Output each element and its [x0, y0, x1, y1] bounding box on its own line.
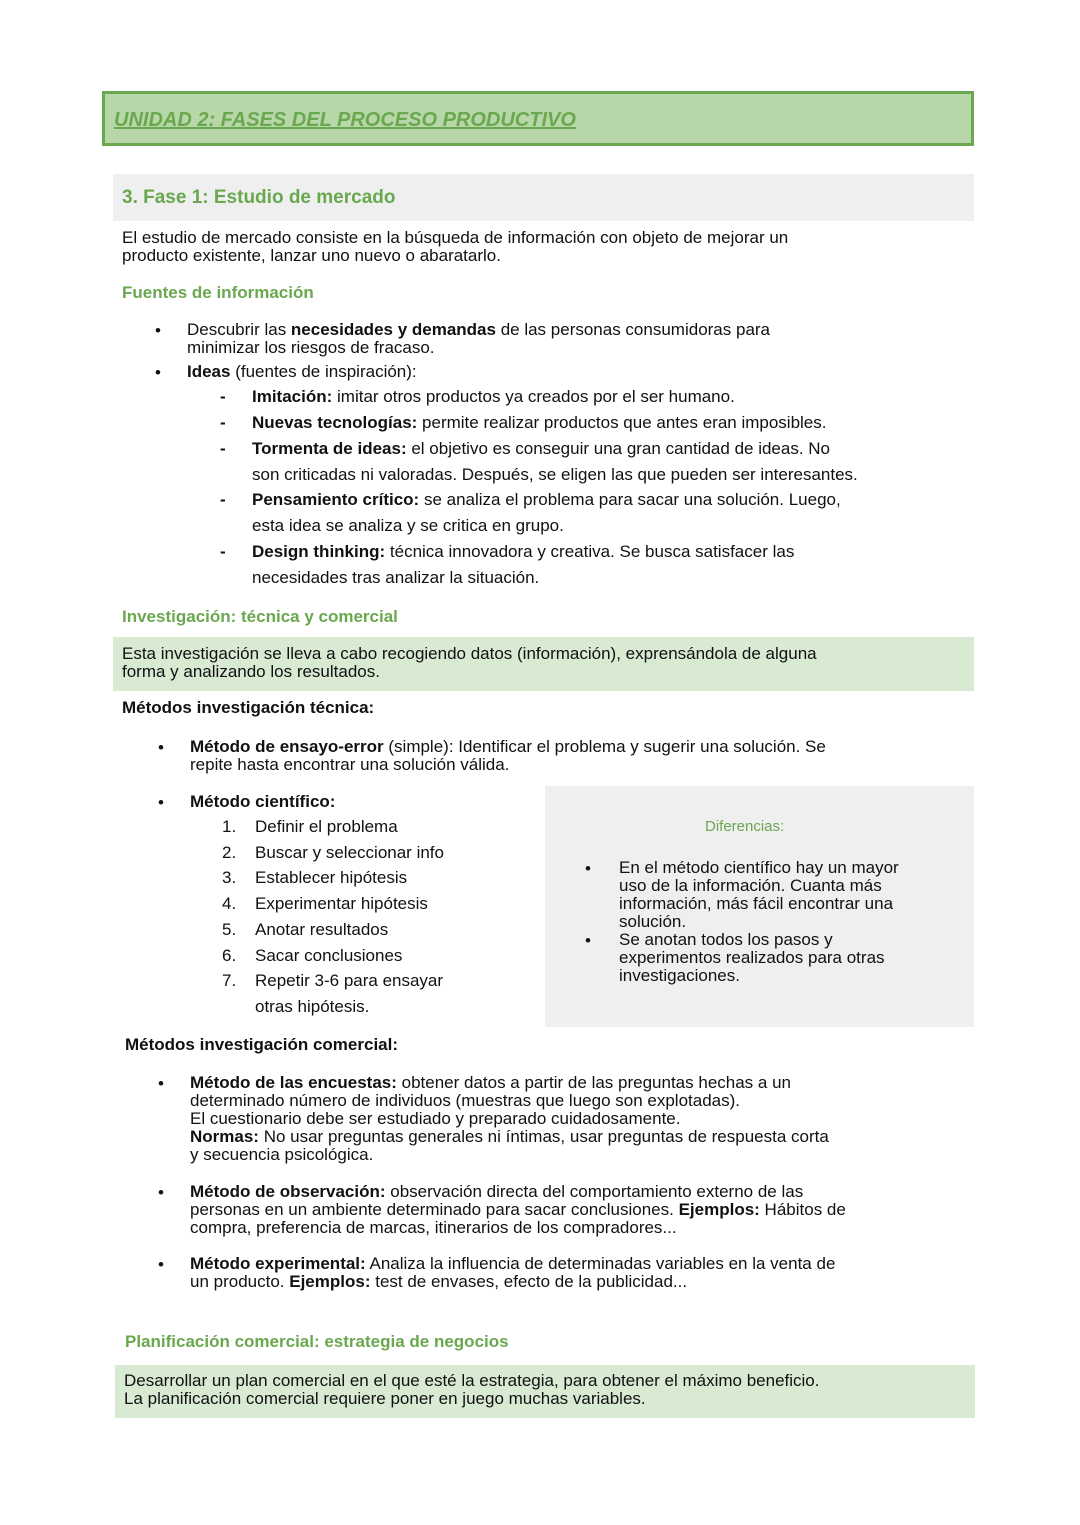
dash-icon: -	[220, 490, 226, 509]
sub-list-item: Tormenta de ideas: el objetivo es conseguir una gran cantidad de ideas. No	[252, 439, 831, 458]
sub-list-item-cont: son criticadas ni valoradas. Después, se eligen las que pueden ser interesantes.	[252, 465, 858, 484]
bullet-icon: •	[585, 931, 591, 950]
intro-line: producto existente, lanzar uno nuevo o abaratarlo.	[122, 246, 501, 265]
bullet-icon: •	[158, 793, 164, 812]
diferencia-line: Se anotan todos los pasos y	[619, 930, 833, 949]
diferencias-title: Diferencias:	[705, 818, 785, 835]
dash-icon: -	[220, 439, 226, 458]
list-item-encuestas: Método de las encuestas: obtener datos a partir de las preguntas hechas a un determinado número de individuos (muestras que luego son explotadas). El cuestionario debe ser estudiado y preparado cuidadosamente. Normas: No usar preguntas generales ni íntimas, usar preguntas de respuesta corta y secuencia psicológica.	[190, 1073, 829, 1164]
diferencia-line: experimentos realizados para otras	[619, 948, 885, 967]
sub-list-item-cont: necesidades tras analizar la situación.	[252, 568, 540, 587]
step-number: 1.	[222, 817, 237, 836]
sub-list-item: Pensamiento crítico: se analiza el problema para sacar una solución. Luego,	[252, 490, 841, 509]
list-item: Método de ensayo-error (simple): Identificar el problema y sugerir una solución. Se	[190, 737, 826, 756]
investigacion-box	[113, 637, 974, 691]
box-line: Esta investigación se lleva a cabo recogiendo datos (información), exprensándola de alguna	[122, 644, 817, 663]
step-number: 3.	[222, 868, 237, 888]
list-item-observacion: Método de observación: observación directa del comportamiento externo de las personas en un ambiente determinado para sacar conclusiones. Ejemplos: Hábitos de compra, preferencia de marcas, itinerarios de los compradores...	[190, 1182, 846, 1237]
dash-icon: -	[220, 542, 226, 561]
diferencia-line: investigaciones.	[619, 966, 740, 985]
comercial-heading: Métodos investigación comercial:	[125, 1035, 399, 1054]
bullet-icon: •	[158, 738, 164, 757]
step-text: Experimentar hipótesis	[255, 894, 428, 914]
sub-list-item: Imitación: imitar otros productos ya creados por el ser humano.	[252, 387, 735, 406]
box-line: Desarrollar un plan comercial en el que esté la estrategia, para obtener el máximo beneficio.	[124, 1371, 820, 1390]
step-text: otras hipótesis.	[255, 996, 370, 1016]
sub-list-item: Nuevas tecnologías: permite realizar productos que antes eran imposibles.	[252, 413, 827, 432]
bullet-icon: •	[158, 1074, 164, 1093]
unit-title-banner	[102, 91, 974, 146]
bullet-icon: •	[158, 1183, 164, 1202]
planificacion-heading: Planificación comercial: estrategia de negocios	[125, 1332, 509, 1351]
step-text: Definir el problema	[255, 817, 398, 836]
step-text: Sacar conclusiones	[255, 945, 403, 965]
section-header	[113, 174, 974, 221]
bullet-icon: •	[158, 1255, 164, 1274]
step-number: 5.	[222, 919, 237, 939]
dash-icon: -	[220, 413, 226, 432]
dash-icon: -	[220, 387, 226, 406]
list-item-experimental: Método experimental: Analiza la influencia de determinadas variables en la venta de un producto. Ejemplos: test de envases, efecto de la publicidad...	[190, 1254, 836, 1291]
intro-line: El estudio de mercado consiste en la búsqueda de información con objeto de mejorar un	[122, 228, 789, 247]
fuentes-heading: Fuentes de información	[122, 283, 314, 302]
step-text: Repetir 3-6 para ensayar	[255, 971, 444, 991]
investigacion-heading: Investigación: técnica y comercial	[122, 607, 398, 626]
sub-list-item-cont: esta idea se analiza y se critica en grupo.	[252, 516, 564, 535]
list-item: Descubrir las necesidades y demandas de las personas consumidoras para	[187, 320, 771, 339]
bullet-icon: •	[155, 363, 161, 382]
tecnica-heading: Métodos investigación técnica:	[122, 698, 375, 717]
step-number: 2.	[222, 842, 237, 862]
diferencia-line: solución.	[619, 912, 687, 931]
list-item-cont: repite hasta encontrar una solución válida.	[190, 755, 510, 774]
step-number: 6.	[222, 945, 237, 965]
step-number: 7.	[222, 971, 237, 991]
section-title: 3. Fase 1: Estudio de mercado	[122, 187, 396, 208]
bullet-icon: •	[585, 859, 591, 878]
planificacion-box	[115, 1365, 975, 1418]
diferencia-line: En el método científico hay un mayor	[619, 858, 899, 877]
step-text: Anotar resultados	[255, 919, 389, 939]
diferencias-box	[545, 786, 974, 1027]
diferencia-line: información, más fácil encontrar una	[619, 894, 894, 913]
step-text: Buscar y seleccionar info	[255, 842, 444, 862]
step-number: 4.	[222, 894, 237, 914]
step-text: Establecer hipótesis	[255, 868, 408, 888]
box-line: forma y analizando los resultados.	[122, 662, 380, 681]
list-item-cont: minimizar los riesgos de fracaso.	[187, 338, 435, 357]
sub-list-item: Design thinking: técnica innovadora y creativa. Se busca satisfacer las	[252, 542, 795, 561]
bullet-icon: •	[155, 321, 161, 340]
unit-title: UNIDAD 2: FASES DEL PROCESO PRODUCTIVO	[114, 109, 576, 131]
list-item: Método científico:	[190, 792, 336, 811]
box-line: La planificación comercial requiere poner en juego muchas variables.	[124, 1389, 646, 1408]
diferencia-line: uso de la información. Cuanta más	[619, 876, 882, 895]
list-item: Ideas (fuentes de inspiración):	[187, 362, 417, 381]
